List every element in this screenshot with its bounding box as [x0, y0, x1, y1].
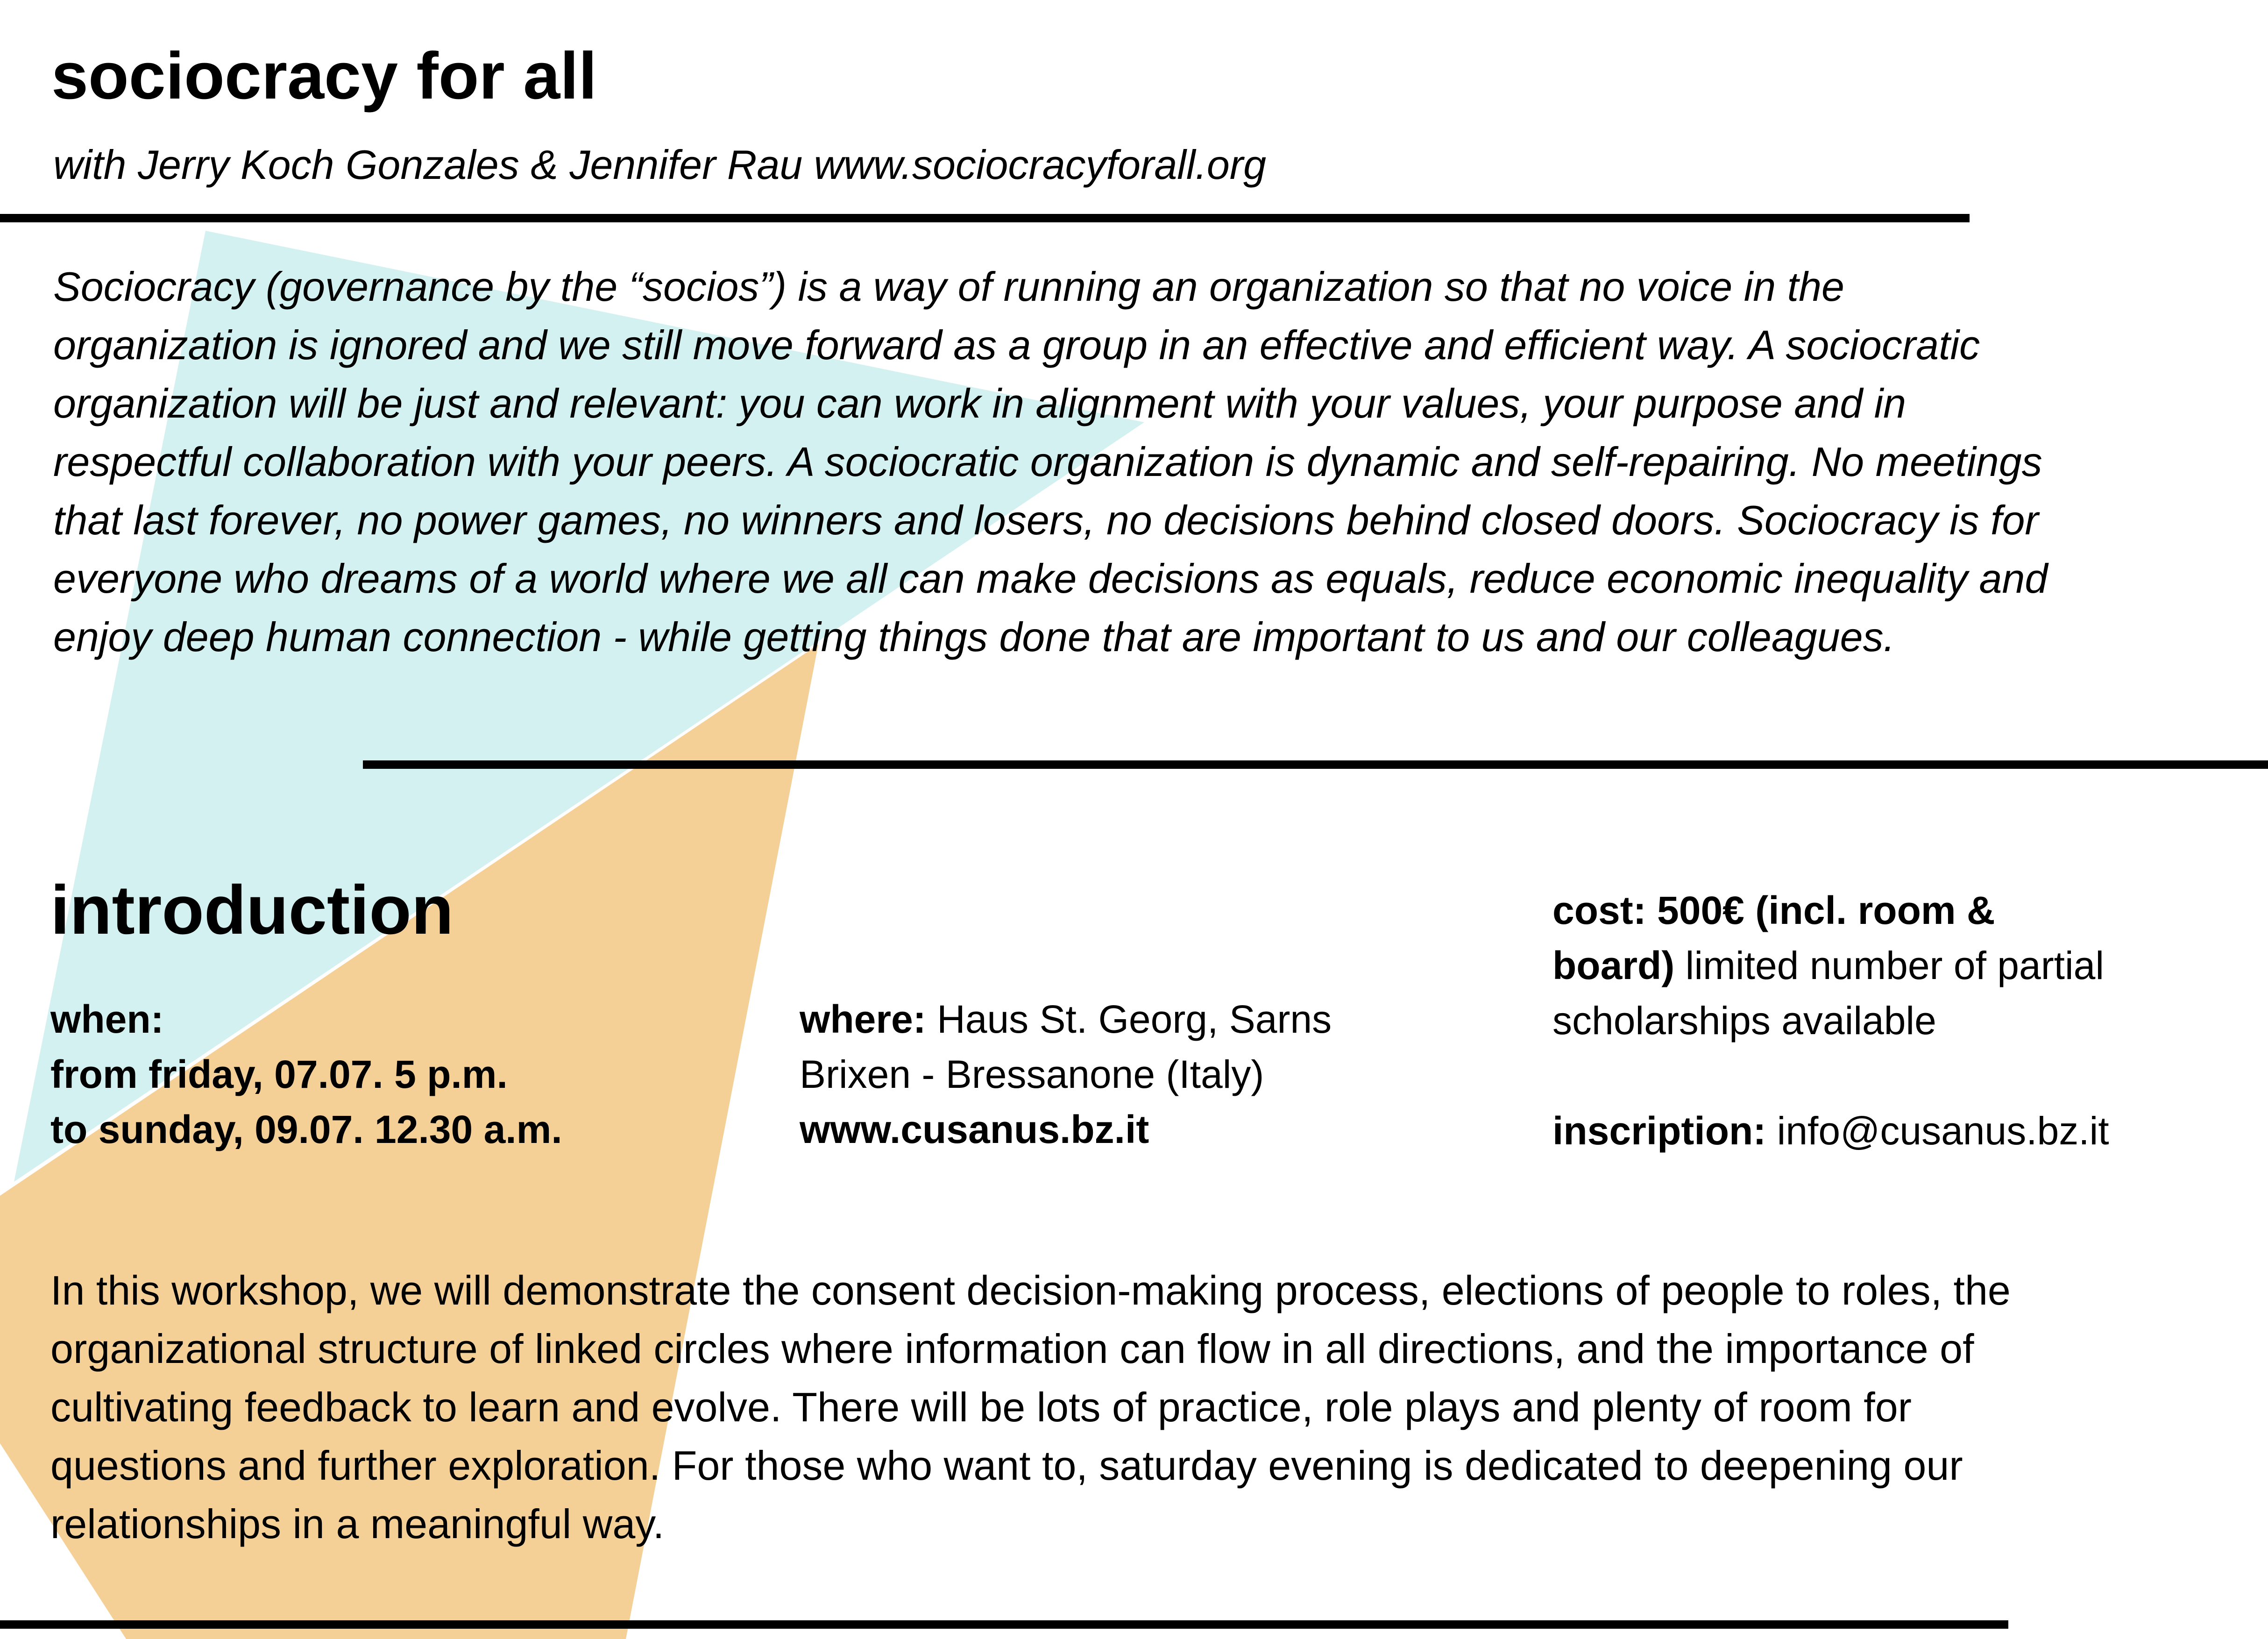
inscription-email-link[interactable]: info@cusanus.bz.it — [1766, 1109, 2109, 1153]
where-place-line-2: Brixen - Bressanone (Italy) — [800, 1052, 1264, 1096]
cost-note-line-2: limited number of partial — [1674, 944, 2105, 987]
intro-line: organization is ignored and we still move forward as a group in an effective and efficient way. A sociocratic — [53, 322, 1980, 368]
when-block — [50, 992, 779, 1157]
cost-label-line-1: cost: 500€ (incl. room & — [1552, 888, 1995, 932]
inscription-label: inscription: — [1552, 1109, 1766, 1153]
cost-block — [1552, 883, 2216, 1158]
intro-paragraph — [53, 257, 2225, 666]
divider-line-bottom — [0, 1620, 2008, 1629]
where-website-link[interactable]: www.cusanus.bz.it — [800, 1107, 1149, 1151]
intro-line: everyone who dreams of a world where we all can make decisions as equals, reduce economic inequality and — [53, 555, 2048, 602]
intro-line: organization will be just and relevant: you can work in alignment with your values, your purpose and in — [53, 380, 1907, 426]
divider-line-middle — [363, 760, 2268, 769]
divider-line-top — [0, 214, 1970, 222]
cost-line-2 — [1552, 938, 2216, 993]
spacer — [1552, 1048, 2216, 1103]
page-subtitle: with Jerry Koch Gonzales & Jennifer Rau www.sociocracyforall.org — [53, 142, 1267, 188]
inscription-line — [1552, 1103, 2216, 1158]
when-to: to sunday, 09.07. 12.30 a.m. — [50, 1107, 562, 1151]
intro-line: Sociocracy (governance by the “socios”) is a way of running an organization so that no voice in the — [53, 263, 1844, 310]
when-from: from friday, 07.07. 5 p.m. — [50, 1052, 508, 1096]
workshop-line: cultivating feedback to learn and evolve. There will be lots of practice, role plays and plenty of room for — [50, 1384, 1912, 1430]
where-label: where: — [800, 997, 926, 1041]
workshop-paragraph — [50, 1261, 2246, 1553]
where-line-1 — [800, 992, 1472, 1047]
intro-line: enjoy deep human connection - while getting things done that are important to us and our colleagues. — [53, 614, 1895, 660]
cost-note-line-3: scholarships available — [1552, 999, 1936, 1043]
workshop-line: organizational structure of linked circles where information can flow in all directions, and the importance of — [50, 1326, 1974, 1372]
workshop-line: questions and further exploration. For those who want to, saturday evening is dedicated to deepening our — [50, 1442, 1963, 1489]
where-block — [800, 992, 1472, 1157]
intro-line: that last forever, no power games, no winners and losers, no decisions behind closed doors. Sociocracy is for — [53, 497, 2039, 543]
section-heading: introduction — [50, 872, 454, 949]
cost-label-line-2: board) — [1552, 944, 1675, 987]
workshop-line: In this workshop, we will demonstrate the consent decision-making process, elections of people to roles, the — [50, 1267, 2011, 1313]
when-label: when: — [50, 997, 164, 1041]
intro-line: respectful collaboration with your peers. A sociocratic organization is dynamic and self-repairing. No meetings — [53, 439, 2042, 485]
page-title: sociocracy for all — [51, 39, 597, 113]
where-place: Haus St. Georg, Sarns — [926, 997, 1332, 1041]
workshop-line: relationships in a meaningful way. — [50, 1501, 665, 1547]
